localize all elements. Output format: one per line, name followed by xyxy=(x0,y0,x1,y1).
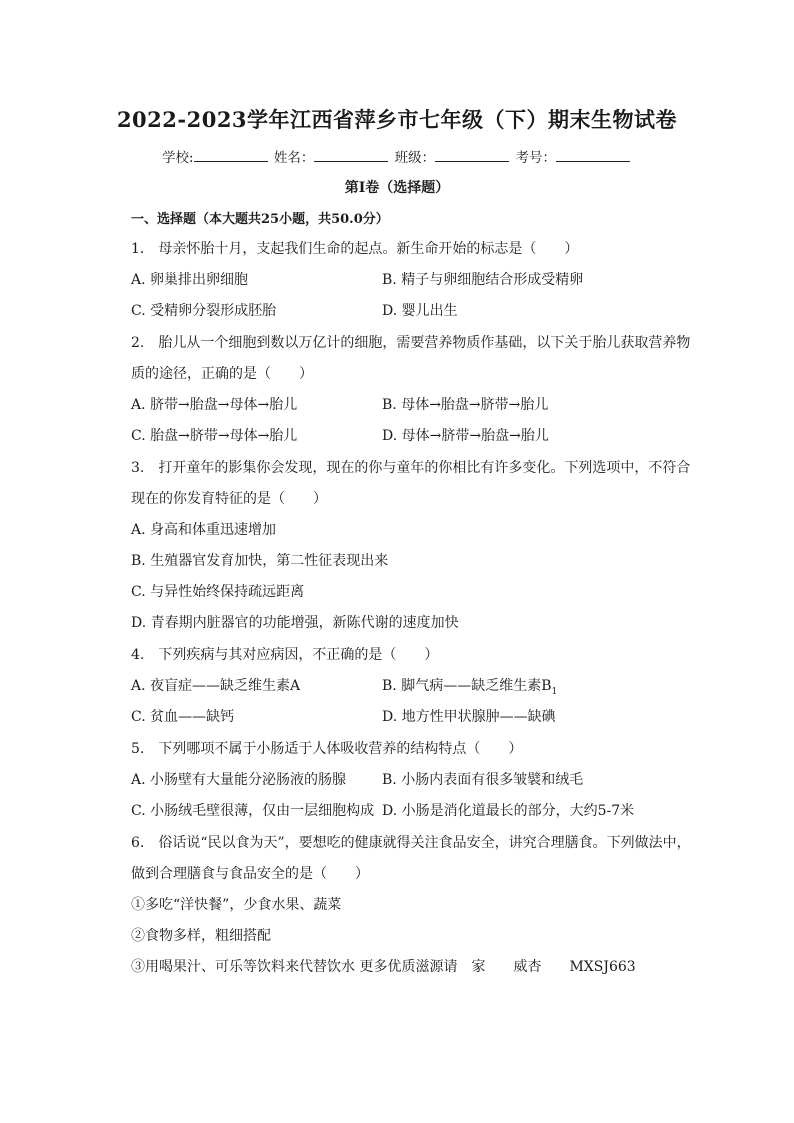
question-6-statement-1: ①多吃“洋快餐”，少食水果、蔬菜 xyxy=(131,897,342,913)
question-3-option-b: B. 生殖器官发育加快，第二性征表现出来 xyxy=(131,553,389,569)
number-label: 考号： xyxy=(515,150,556,166)
class-label: 班级： xyxy=(394,150,436,166)
question-2-option-a: A. 脐带→胎盘→母体→胎儿 xyxy=(131,397,298,413)
name-blank[interactable] xyxy=(314,149,388,162)
question-2-option-d: D. 母体→脐带→胎盘→胎儿 xyxy=(382,428,549,444)
question-3-option-c: C. 与异性始终保持疏远距离 xyxy=(131,584,305,600)
question-4-option-a: A. 夜盲症——缺乏维生素A xyxy=(131,678,301,694)
question-5-option-b: B. 小肠内表面有很多皱襞和绒毛 xyxy=(382,772,584,788)
question-4-option-d: D. 地方性甲状腺肿——缺碘 xyxy=(382,709,556,725)
question-3-stem-line1: 3. 打开童年的影集你会发现，现在的你与童年的你相比有许多变化。下列选项中，不符合 xyxy=(131,460,691,476)
question-2-stem-line1: 2. 胎儿从一个细胞到数以万亿计的细胞，需要营养物质作基础，以下关于胎儿获取营养物 xyxy=(131,335,691,351)
question-1-stem: 1. 母亲怀胎十月，支起我们生命的起点。新生命开始的标志是（ ） xyxy=(131,241,579,257)
question-6-statement-2: ②食物多样，粗细搭配 xyxy=(131,928,271,944)
question-2-option-b: B. 母体→胎盘→脐带→胎儿 xyxy=(382,397,549,413)
question-5-option-d: D. 小肠是消化道最长的部分，大约5-7米 xyxy=(382,803,635,819)
student-info-row xyxy=(0,146,794,166)
number-blank[interactable] xyxy=(556,149,630,162)
question-6-stem-line1: 6. 俗话说“民以食为天”，要想吃的健康就得关注食品安全，讲究合理膳食。下列做法中， xyxy=(131,835,691,851)
question-4-option-c: C. 贫血——缺钙 xyxy=(131,709,235,725)
school-label: 学校: xyxy=(162,150,194,166)
question-1-option-a: A. 卵巢排出卵细胞 xyxy=(131,272,249,288)
question-4-option-b-subscript: 1 xyxy=(551,686,558,697)
part-heading: 一、选择题（本大题共25小题，共50.0分） xyxy=(131,212,389,227)
question-2-stem-line2: 质的途径，正确的是（ ） xyxy=(131,366,313,382)
exam-title: 2022-2023学年江西省萍乡市七年级（下）期末生物试卷 xyxy=(116,107,678,132)
question-3-option-d: D. 青春期内脏器官的功能增强，新陈代谢的速度加快 xyxy=(131,615,459,631)
school-blank[interactable] xyxy=(194,149,268,162)
question-2-option-c: C. 胎盘→脐带→母体→胎儿 xyxy=(131,428,298,444)
question-4-option-b-text: B. 脚气病——缺乏维生素B xyxy=(382,678,552,694)
name-label: 姓名： xyxy=(273,150,315,166)
question-1-option-c: C. 受精卵分裂形成胚胎 xyxy=(131,303,277,319)
question-1-option-d: D. 婴儿出生 xyxy=(382,303,458,319)
question-5-option-c: C. 小肠绒毛壁很薄，仅由一层细胞构成 xyxy=(131,803,375,819)
section-heading: 第Ⅰ卷（选择题） xyxy=(344,180,450,196)
question-1-option-b: B. 精子与卵细胞结合形成受精卵 xyxy=(382,272,584,288)
question-5-stem: 5. 下列哪项不属于小肠适于人体吸收营养的结构特点（ ） xyxy=(131,741,523,757)
question-5-option-a: A. 小肠壁有大量能分泌肠液的肠腺 xyxy=(131,772,347,788)
question-6-stem-line2: 做到合理膳食与食品安全的是（ ） xyxy=(131,866,369,882)
question-4-option-b xyxy=(382,675,557,697)
class-blank[interactable] xyxy=(435,149,509,162)
question-3-option-a: A. 身高和体重迅速增加 xyxy=(131,522,277,538)
question-4-stem: 4. 下列疾病与其对应病因，不正确的是（ ） xyxy=(131,647,439,663)
question-3-stem-line2: 现在的你发育特征的是（ ） xyxy=(131,491,327,507)
question-6-statement-3: ③用喝果汁、可乐等饮料来代替饮水 更多优质滋源请 家 威杏 MXSJ663 xyxy=(131,959,636,975)
